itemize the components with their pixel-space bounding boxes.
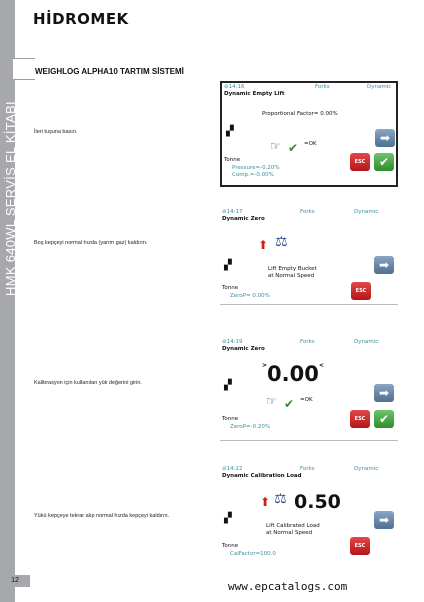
arrow-right-icon: ➡ [378,258,390,272]
zero-readout: ZeroP= 0.00% [230,293,270,299]
next-button[interactable] [374,511,394,529]
instruction-line-2: at Normal Speed [266,530,313,536]
section-heading: WEIGHLOG ALPHA10 TARTIM SİSTEMİ [35,67,184,76]
tab-dynamic[interactable]: Dynamic [354,209,379,215]
check-icon: ✔ [284,397,295,411]
step-4-instruction: Yükü kepçeye tekrar alıp normal hızda kepçeyi kaldırın. [34,513,170,519]
hand-pointer-icon: ☞ [266,394,277,408]
pressure-readout: Pressure=-0.20% [232,165,280,171]
arrow-right-icon: ➡ [379,131,391,145]
arrow-right-icon: ➡ [378,513,390,527]
check-icon: ✔ [288,141,299,155]
ok-hint: =OK [300,397,313,403]
scale-icon: ▞ [224,513,232,524]
unit-label: Tonne [222,543,239,549]
status-bar [220,338,398,346]
tab-forks[interactable]: Forks [315,84,330,90]
instruction-line-2: at Normal Speed [268,273,315,279]
tab-dynamic[interactable]: Dynamic [354,466,379,472]
page-number: 12 [0,575,30,587]
load-value: >0.00< [262,362,324,386]
display-screen-4 [220,465,398,571]
calfactor-readout: CalFactor=100.0 [230,551,276,557]
mode-title: Dynamic Calibration Load [222,473,302,479]
unit-label: Tonne [224,157,241,163]
mode-title: Dynamic Zero [222,216,265,222]
instruction-line-1: Lift Calibrated Load [266,523,320,529]
tab-dynamic[interactable]: Dynamic [367,84,392,90]
esc-button[interactable]: ESC [351,282,371,300]
comp-readout: Comp.=-0.00% [232,172,274,178]
weight-icon: ⚖ [274,491,287,507]
hand-pointer-icon: ☞ [270,139,281,153]
ok-hint: =OK [304,141,317,147]
mode-title: Dynamic Empty Lift [224,91,285,97]
up-arrow-icon: ⬆ [260,495,271,509]
unit-label: Tonne [222,285,239,291]
tab-forks[interactable]: Forks [300,339,315,345]
website-watermark: www.epcatalogs.com [228,580,348,593]
status-bar [222,83,396,91]
scale-icon: ▞ [224,260,232,271]
esc-button[interactable]: ESC [350,153,370,171]
esc-button[interactable]: ESC [350,410,370,428]
display-screen-3 [220,338,398,441]
step-1-instruction: İleri tuşuna basın. [34,129,78,135]
load-value: 0.50 [294,491,341,513]
sidebar-tab [13,58,35,80]
clock: ⊘14:22 [222,466,243,472]
display-screen-2 [220,208,398,305]
step-3-instruction: Kalibrasyon için kullanılan yük değerini girin. [34,380,142,386]
display-screen-1 [220,81,398,187]
next-button[interactable] [375,129,395,147]
sidebar-title: HMK 640WL SERVİS EL KİTABI [3,101,18,296]
sidebar-band [0,0,15,602]
next-button[interactable] [374,384,394,402]
tab-forks[interactable]: Forks [300,466,315,472]
clock: ⊘14:19 [222,339,243,345]
tab-forks[interactable]: Forks [300,209,315,215]
unit-label: Tonne [222,416,239,422]
step-2-instruction: Boş kepçeyi normal hızda (yarım gaz) kaldırın. [34,240,148,246]
brand-logo: HİDROMEK [33,10,129,28]
clock: ⊘14:16 [224,84,245,90]
scale-icon: ▞ [224,380,232,391]
status-bar [220,465,398,473]
clock: ⊘14:17 [222,209,243,215]
check-icon: ✔ [378,155,390,169]
zero-readout: ZeroP=-0.20% [230,424,271,430]
status-bar [220,208,398,216]
weight-icon: ⚖ [275,234,288,250]
ok-button[interactable] [374,410,394,428]
next-button[interactable] [374,256,394,274]
up-arrow-icon: ⬆ [258,238,269,252]
arrow-right-icon: ➡ [378,386,390,400]
tab-dynamic[interactable]: Dynamic [354,339,379,345]
esc-button[interactable]: ESC [350,537,370,555]
ok-button[interactable] [374,153,394,171]
scale-icon: ▞ [226,126,234,137]
mode-title: Dynamic Zero [222,346,265,352]
check-icon: ✔ [378,412,390,426]
proportional-factor: Proportional Factor= 0.00% [262,111,338,117]
instruction-line-1: Lift Empty Bucket [268,266,317,272]
